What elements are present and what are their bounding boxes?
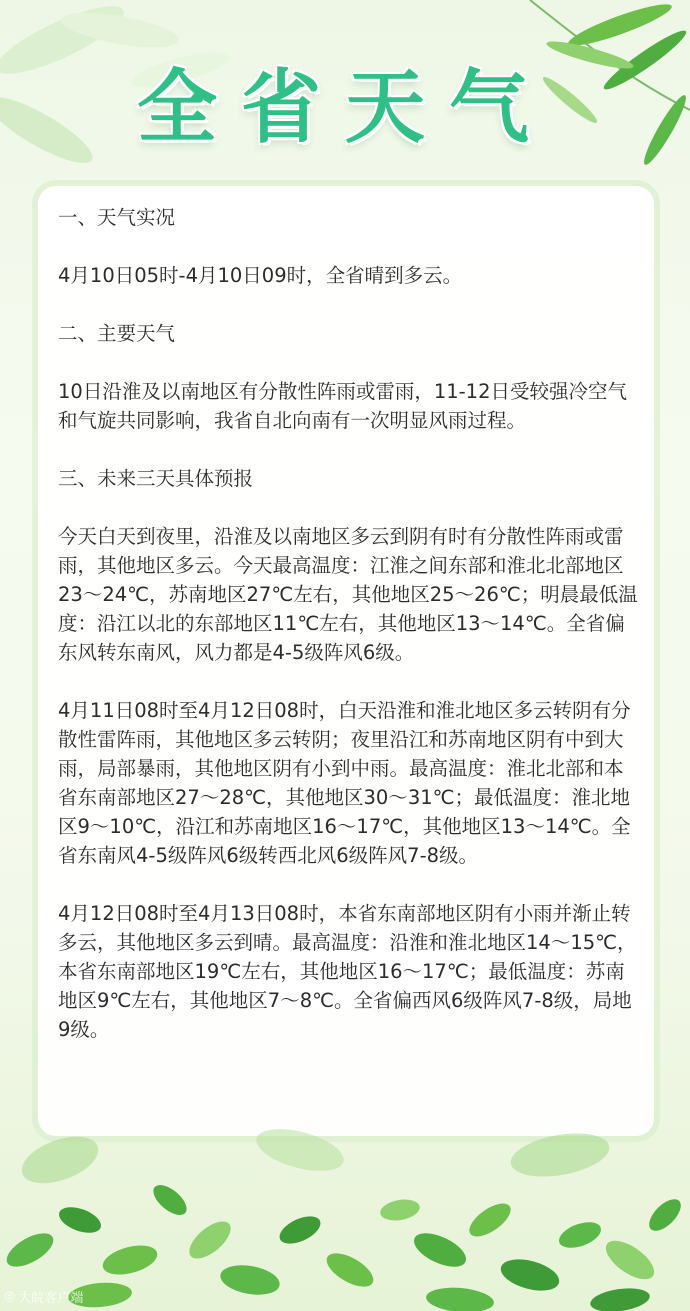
section-heading: 三、未来三天具体预报 [58,467,254,490]
section-heading: 一、天气实况 [58,206,176,229]
watermark-logo-icon: ◎ [4,1289,16,1304]
watermark-text: 大皖客户端 [18,1291,84,1306]
section-heading: 二、主要天气 [58,322,176,345]
page-title: 全省天气 [137,61,553,154]
forecast-paragraph: 今天白天到夜里，沿淮及以南地区多云到阴有时有分散性阵雨或雷雨，其他地区多云。今天最高温度：江淮之间东部和淮北北部地区23～24℃，苏南地区27℃左右，其他地区25～26℃；明晨最低温度：沿江以北的东部地区11℃左右，其他地区13～14℃。全省偏东风转东南风，风力都是4-5级阵风6级。 [58,525,638,664]
section-body: 4月10日05时-4月10日09时，全省晴到多云。 [58,264,463,287]
weather-report [58,203,638,1044]
watermark [4,1287,83,1306]
bottom-foliage-decoration [0,1100,690,1311]
section-body: 10日沿淮及以南地区有分散性阵雨或雷雨，11-12日受较强冷空气和气旋共同影响，我省自北向南有一次明显风雨过程。 [58,380,627,432]
forecast-paragraph: 4月12日08时至4月13日08时，本省东南部地区阴有小雨并渐止转多云，其他地区多云到晴。最高温度：沿淮和淮北地区14～15℃，本省东南部地区19℃左右，其他地区16～17℃；最低温度：苏南地区9℃左右，其他地区7～8℃。全省偏西风6级阵风7-8级，局地9级。 [58,902,637,1041]
forecast-paragraph: 4月11日08时至4月12日08时，白天沿淮和淮北地区多云转阴有分散性雷阵雨，其他地区多云转阴；夜里沿江和苏南地区阴有中到大雨，局部暴雨，其他地区阴有小到中雨。最高温度：淮北北部和本省东南部地区27～28℃，其他地区30～31℃；最低温度：淮北地区9～10℃，沿江和苏南地区16～17℃，其他地区13～14℃。全省东南风4-5级阵风6级转西北风6级阵风7-8级。 [58,699,631,867]
